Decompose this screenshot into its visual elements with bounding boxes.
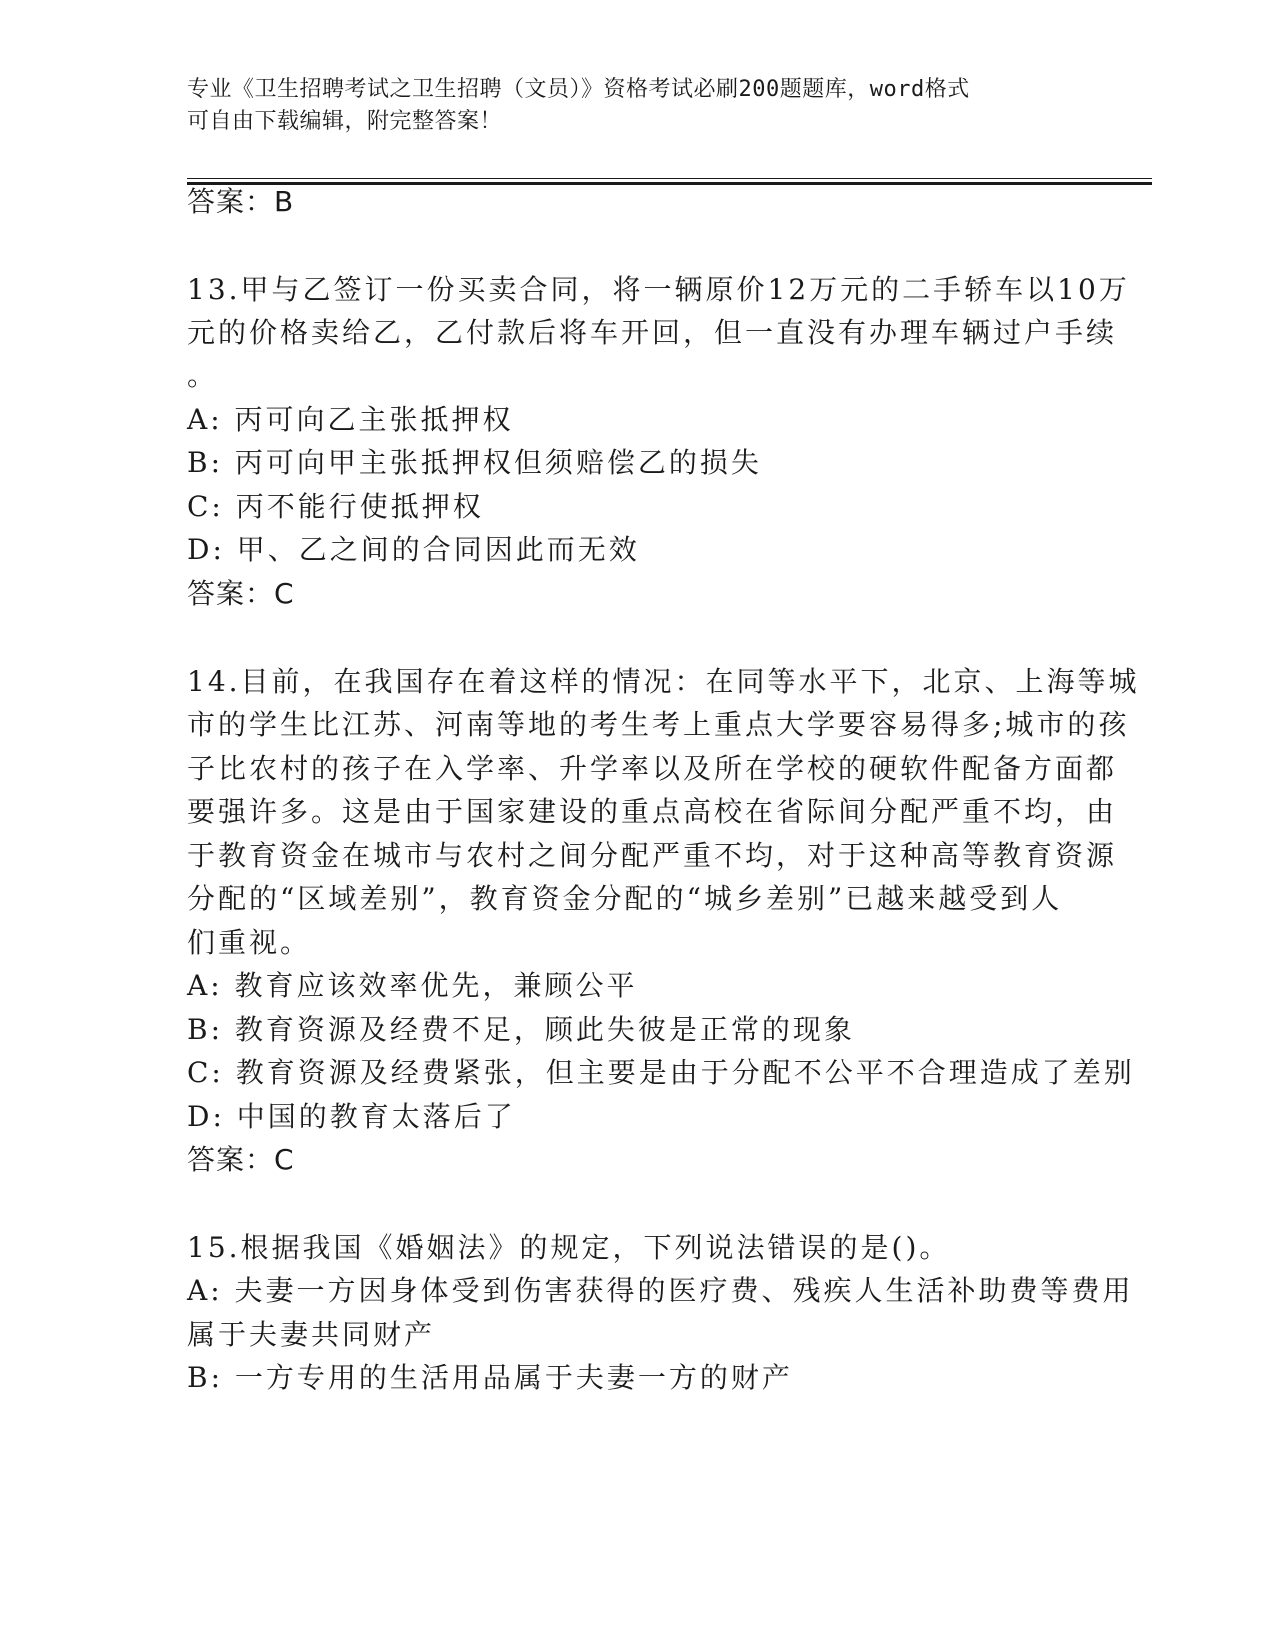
option-b: B: 教育资源及经费不足，顾此失彼是正常的现象 [187, 1013, 855, 1046]
document-header [187, 74, 1067, 138]
option-b: B: 丙可向甲主张抵押权但须赔偿乙的损失 [187, 446, 762, 479]
option-c: C: 丙不能行使抵押权 [187, 490, 484, 523]
header-divider [187, 178, 1152, 179]
option-c: C: 教育资源及经费紧张，但主要是由于分配不公平不合理造成了差别 [187, 1056, 1135, 1089]
question-13-stem: 元的价格卖给乙，乙付款后将车开回，但一直没有办理车辆过户手续 [187, 316, 1118, 349]
option-b: B: 一方专用的生活用品属于夫妻一方的财产 [187, 1361, 793, 1394]
question-13-stem: 。 [187, 359, 219, 392]
option-a: A: 夫妻一方因身体受到伤害获得的医疗费、残疾人生活补助费等费用 [187, 1274, 1134, 1307]
option-a-continued: 属于夫妻共同财产 [187, 1318, 436, 1351]
question-14-stem: 于教育资金在城市与农村之间分配严重不均，对于这种高等教育资源 [187, 839, 1118, 872]
option-d: D: 甲、乙之间的合同因此而无效 [187, 533, 640, 566]
header-line: 专业《卫生招聘考试之卫生招聘（文员）》资格考试必刷200题题库，word格式 [187, 77, 970, 102]
question-14-stem: 们重视。 [187, 926, 312, 959]
answer-label: 答案：C [187, 1143, 295, 1176]
question-14-stem: 市的学生比江苏、河南等地的考生考上重点大学要容易得多;城市的孩 [187, 708, 1130, 741]
answer-label: 答案：C [187, 577, 295, 610]
question-14-stem: 要强许多。这是由于国家建设的重点高校在省际间分配严重不均，由 [187, 795, 1118, 828]
header-line: 可自由下载编辑，附完整答案！ [187, 109, 503, 134]
option-a: A: 丙可向乙主张抵押权 [187, 403, 514, 436]
header-divider [187, 182, 1152, 185]
option-d: D: 中国的教育太落后了 [187, 1100, 516, 1133]
question-15-stem: 15.根据我国《婚姻法》的规定，下列说法错误的是()。 [187, 1231, 951, 1264]
option-a: A: 教育应该效率优先，兼顾公平 [187, 969, 638, 1002]
answer-label: 答案：B [187, 185, 295, 218]
question-14-stem: 分配的“区域差别”，教育资金分配的“城乡差别”已越来越受到人 [187, 882, 1063, 915]
question-14-stem: 子比农村的孩子在入学率、升学率以及所在学校的硬软件配备方面都 [187, 752, 1118, 785]
question-14-stem: 14.目前，在我国存在着这样的情况：在同等水平下，北京、上海等城 [187, 665, 1140, 698]
question-13-stem: 13.甲与乙签订一份买卖合同，将一辆原价12万元的二手轿车以10万 [187, 273, 1130, 306]
